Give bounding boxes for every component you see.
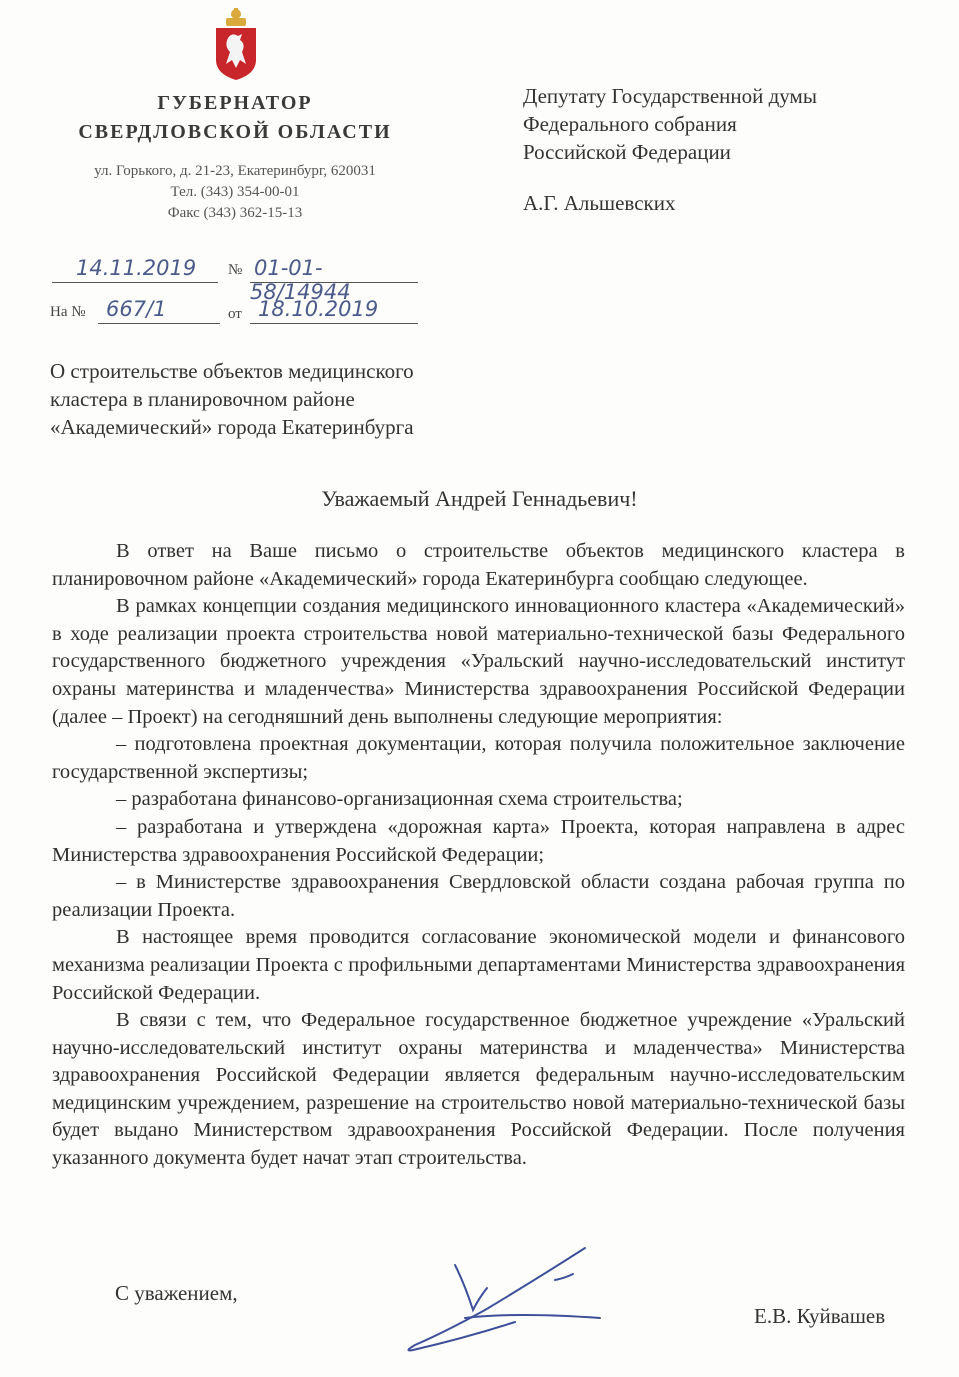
subject-line3: «Академический» города Екатеринбурга xyxy=(50,415,414,439)
handwritten-signature xyxy=(395,1240,615,1365)
phone: Тел. (343) 354-00-01 xyxy=(170,184,300,200)
subject-line1: О строительстве объектов медицинского xyxy=(50,359,414,383)
reference-date-label: от xyxy=(228,306,242,322)
address: ул. Горького, д. 21-23, Екатеринбург, 620031 xyxy=(94,163,376,179)
outgoing-number-label: № xyxy=(228,262,243,278)
fax: Факс (343) 362-15-13 xyxy=(167,205,303,221)
paragraph-4: В связи с тем, что Федеральное государственное бюджетное учреждение «Уральский научно-исследовательский институт охраны материнства и младенчества» Министерства здравоохранения Российской Федерации является федеральным научно-исследовательским медицинским учреждением, разрешение на строительство новой материально-технической базы будет выдано Министерством здравоохранения Российской Федерации. После получения указанного документа будет начат этап строительства. xyxy=(52,1009,905,1170)
outgoing-date: 14.11.2019 xyxy=(76,256,197,280)
list-item: – подготовлена проектная документации, которая получила положительное заключение государственной экспертизы; xyxy=(52,733,905,783)
paragraph-1: В ответ на Ваше письмо о строительстве объектов медицинского кластера в планировочном районе «Академический» города Екатеринбурга сообщаю следующее. xyxy=(52,540,905,590)
outgoing-date-field xyxy=(52,256,218,283)
closing: С уважением, xyxy=(115,1281,238,1305)
recipient-block xyxy=(523,82,817,166)
outgoing-number: 01-01-58/14944 xyxy=(250,256,351,304)
letter-body xyxy=(52,538,905,1173)
reference-date-field xyxy=(250,297,418,324)
subject-line2: кластера в планировочном районе xyxy=(50,387,355,411)
reference-date: 18.10.2019 xyxy=(258,297,379,321)
organization-title-line1: ГУБЕРНАТОР xyxy=(157,92,313,114)
reference-number-label: На № xyxy=(50,304,86,320)
signer-name: Е.В. Куйвашев xyxy=(754,1304,886,1328)
subject-block xyxy=(50,357,414,441)
paragraph-3: В настоящее время проводится согласование экономической модели и финансового механизма реализации Проекта с профильными департаментами Министерства здравоохранения Российской Федерации. xyxy=(52,926,905,1004)
reference-number-field xyxy=(98,297,220,324)
outgoing-number-field xyxy=(250,256,418,304)
contact-block xyxy=(40,161,430,224)
paragraph-2: В рамках концепции создания медицинского инновационного кластера «Академический» в ходе реализации проекта строительства новой материально-технической базы Федерального государственного бюджетного учреждения «Уральский научно-исследовательский институт охраны материнства и младенчества» Министерства здравоохранения Российской Федерации (далее – Проект) на сегодняшний день выполнены следующие мероприятия: xyxy=(52,595,905,728)
reference-number: 667/1 xyxy=(106,297,167,321)
recipient-line3: Российской Федерации xyxy=(523,140,731,164)
list-item: – разработана и утверждена «дорожная карта» Проекта, которая направлена в адрес Министерства здравоохранения Российской Федерации; xyxy=(52,815,905,866)
greeting: Уважаемый Андрей Геннадьевич! xyxy=(321,486,638,511)
coat-of-arms-icon xyxy=(212,8,260,82)
recipient-line2: Федерального собрания xyxy=(523,112,737,136)
recipient-name: А.Г. Альшевских xyxy=(523,191,676,215)
list-item: – в Министерстве здравоохранения Свердловской области создана рабочая группа по реализации Проекта. xyxy=(52,871,905,921)
recipient-line1: Депутату Государственной думы xyxy=(523,84,817,108)
organization-title-line2: СВЕРДЛОВСКОЙ ОБЛАСТИ xyxy=(78,121,392,143)
list-item: – разработана финансово-организационная схема строительства; xyxy=(116,788,683,811)
